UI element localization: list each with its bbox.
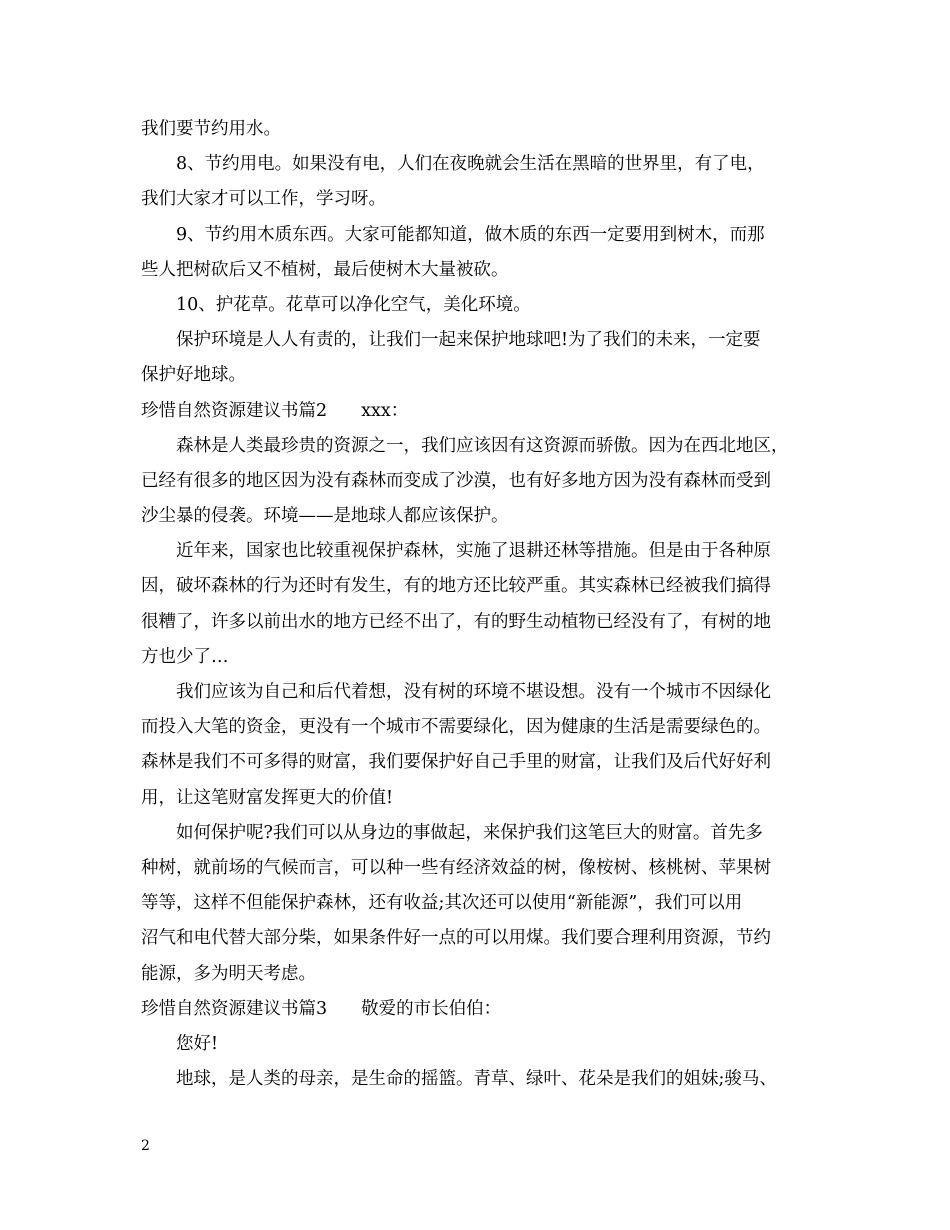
text-line: 森林是我们不可多得的财富，我们要保护好自己手里的财富，让我们及后代好好利 [141,752,771,773]
salutation: xxx： [361,400,409,421]
document-body [141,112,831,1097]
text-line: 等等，这样不但能保护森林，还有收益;其次还可以使用“新能源”，我们可以用 [141,893,743,914]
text-line: 如何保护呢?我们可以从身边的事做起，来保护我们这笔巨大的财富。首先多 [176,822,763,843]
text-line: 保护环境是人人有责的，让我们一起来保护地球吧!为了我们的未来，一定要 [176,330,761,351]
text-line: 我们要节约用水。 [141,119,281,139]
text-line: 9、节约用木质东西。大家可能都知道，做木质的东西一定要用到树木，而那 [176,224,765,245]
text-line: 我们大家才可以工作，学习呀。 [141,189,386,210]
salutation: 敬爱的市长伯伯： [361,998,502,1019]
text-line: 沼气和电代替大部分柴，如果条件好一点的可以用煤。我们要合理利用资源，节约 [141,928,771,949]
text-line: 而投入大笔的资金，更没有一个城市不需要绿化，因为健康的生活是需要绿色的。 [141,717,771,738]
section-heading [141,394,831,429]
text-line: 种树，就前场的气候而言，可以种一些有经济效益的树，像桉树、核桃树、苹果树 [141,857,771,878]
text-line: 能源，多为明天考虑。 [141,963,316,984]
section-title: 珍惜自然资源建议书篇3 [141,998,328,1019]
section-heading [141,992,831,1027]
text-line: 森林是人类最珍贵的资源之一，我们应该因有这资源而骄傲。因为在西北地区， [176,435,789,456]
text-line: 因，破坏森林的行为还时有发生，有的地方还比较严重。其实森林已经被我们搞得 [141,576,771,597]
text-line: 10、护花草。花草可以净化空气，美化环境。 [176,294,531,315]
text-line: 8、节约用电。如果没有电，人们在夜晚就会生活在黑暗的世界里，有了电， [176,154,765,175]
text-line: 地球，是人类的母亲，是生命的摇篮。青草、绿叶、花朵是我们的姐妹;骏马、 [176,1069,777,1090]
text-line: 些人把树砍后又不植树，最后使树木大量被砍。 [141,259,509,280]
text-line: 您好! [176,1033,219,1054]
text-line: 已经有很多的地区因为没有森林而变成了沙漠，也有好多地方因为没有森林而受到 [141,470,771,491]
text-line: 用，让这笔财富发挥更大的价值! [141,787,394,808]
section-title: 珍惜自然资源建议书篇2 [141,400,328,421]
text-line: 方也少了… [141,646,229,667]
text-line: 沙尘暴的侵袭。环境——是地球人都应该保护。 [141,506,509,527]
page-number: 2 [141,1138,150,1154]
text-line: 保护好地球。 [141,365,246,386]
text-line: 近年来，国家也比较重视保护森林，实施了退耕还林等措施。但是由于各种原 [176,541,771,562]
text-line: 我们应该为自己和后代着想，没有树的环境不堪设想。没有一个城市不因绿化 [176,682,771,702]
text-line: 很糟了，许多以前出水的地方已经不出了，有的野生动植物已经没有了，有树的地 [141,611,771,632]
